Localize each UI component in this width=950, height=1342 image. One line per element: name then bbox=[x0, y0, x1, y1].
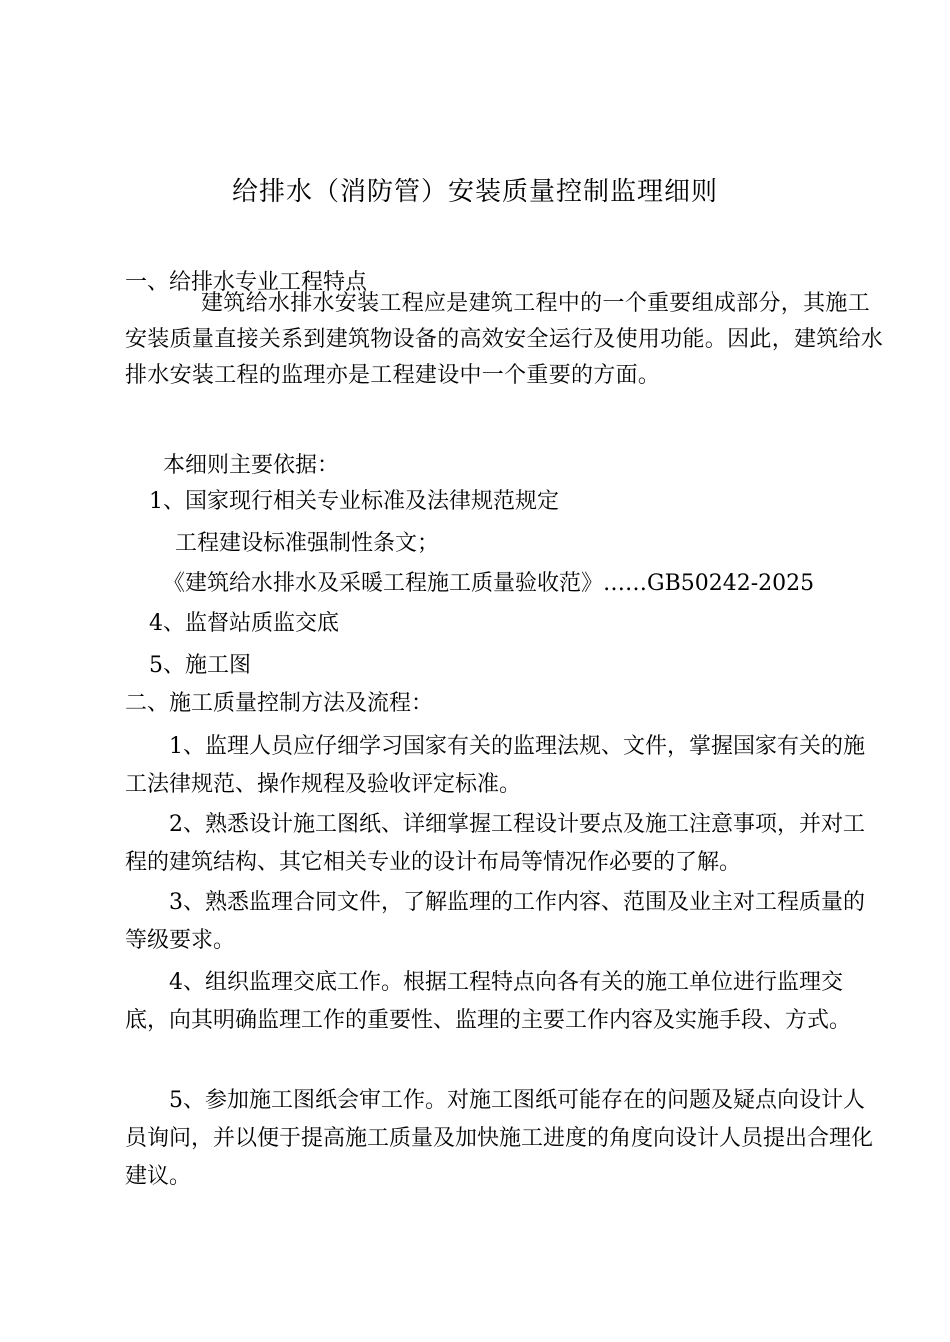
section-2-item-4: 4、组织监理交底工作。根据工程特点向各有关的施工单位进行监理交底，向其明确监理工作的重要性、监理的主要工作内容及实施手段、方式。 bbox=[125, 970, 852, 1033]
basis-item-3: 《建筑给水排水及采暖工程施工质量验收范》……GB50242-2025 bbox=[163, 571, 815, 596]
section-2-item-1: 1、监理人员应仔细学习国家有关的监理法规、文件，掌握国家有关的施工法律规范、操作规程及验收评定标准。 bbox=[125, 734, 865, 797]
section-1-heading: 一、给排水专业工程特点 bbox=[125, 270, 368, 295]
basis-item-4: 4、监督站质监交底 bbox=[149, 611, 339, 636]
document-title: 给排水（消防管）安装质量控制监理细则 bbox=[231, 177, 718, 207]
section-2-heading: 二、施工质量控制方法及流程： bbox=[125, 691, 434, 716]
basis-item-2: 工程建设标准强制性条文； bbox=[175, 531, 440, 556]
basis-intro: 本细则主要依据： bbox=[163, 453, 340, 478]
section-2-item-5: 5、参加施工图纸会审工作。对施工图纸可能存在的问题及疑点向设计人员询问，并以便于提高施工质量及加快施工进度的角度向设计人员提出合理化建议。 bbox=[125, 1088, 874, 1189]
section-2-item-3: 3、熟悉监理合同文件，了解监理的工作内容、范围及业主对工程质量的等级要求。 bbox=[125, 890, 865, 953]
section-2-item-2: 2、熟悉设计施工图纸、详细掌握工程设计要点及施工注意事项，并对工程的建筑结构、其它相关专业的设计布局等情况作必要的了解。 bbox=[125, 812, 865, 875]
section-1-paragraph: 建筑给水排水安装工程应是建筑工程中的一个重要组成部分，其施工安装质量直接关系到建筑物设备的高效安全运行及使用功能。因此，建筑给水排水安装工程的监理亦是工程建设中一个重要的方面。 bbox=[125, 291, 884, 388]
basis-item-1: 1、国家现行相关专业标准及法律规范规定 bbox=[149, 489, 559, 514]
basis-item-5: 5、施工图 bbox=[149, 653, 251, 678]
